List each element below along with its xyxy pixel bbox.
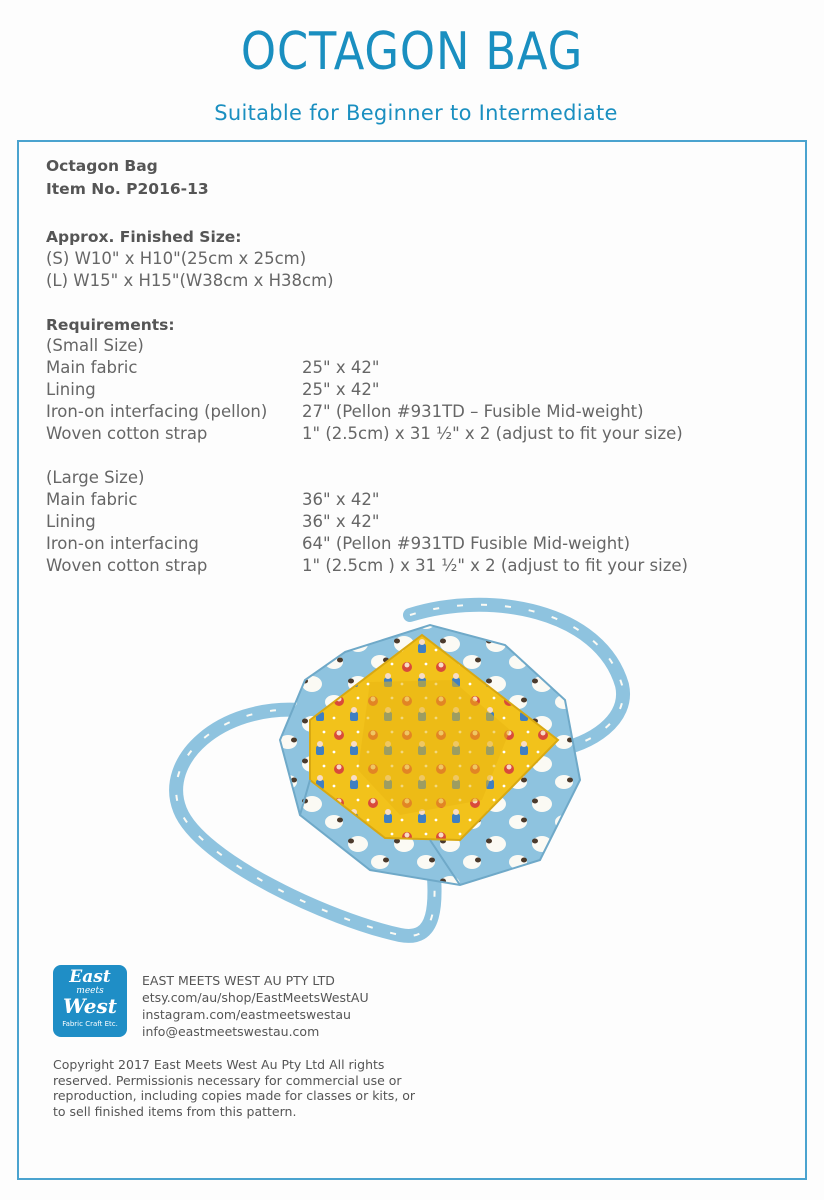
req-small-value: 1" (2.5cm) x 31 ½" x 2 (adjust to fit your size) — [302, 424, 683, 443]
logo-text-west: West — [62, 994, 118, 1018]
req-small-value: 25" x 42" — [302, 358, 380, 377]
req-small-value: 25" x 42" — [302, 380, 380, 399]
req-large-item: Iron-on interfacing — [46, 534, 199, 553]
page-subtitle: Suitable for Beginner to Intermediate — [214, 101, 618, 125]
requirements-heading: Requirements: — [46, 316, 175, 334]
finished-size-large: (L) W15" x H15"(W38cm x H38cm) — [46, 271, 334, 290]
email-link[interactable]: info@eastmeetswestau.com — [142, 1024, 320, 1039]
octagon-bag-photo — [160, 590, 640, 950]
req-large-value: 36" x 42" — [302, 512, 380, 531]
req-large-item: Lining — [46, 512, 96, 531]
req-large-item: Main fabric — [46, 490, 138, 509]
req-small-item: Main fabric — [46, 358, 138, 377]
logo-text-meets: meets — [76, 986, 104, 996]
instagram-link[interactable]: instagram.com/eastmeetswestau — [142, 1007, 351, 1022]
logo-tagline: Fabric Craft Etc. — [62, 1020, 118, 1028]
req-small-item: Woven cotton strap — [46, 424, 208, 443]
req-large-value: 1" (2.5cm ) x 31 ½" x 2 (adjust to fit your size) — [302, 556, 688, 575]
req-large-value: 64" (Pellon #931TD Fusible Mid-weight) — [302, 534, 631, 553]
etsy-link[interactable]: etsy.com/au/shop/EastMeetsWestAU — [142, 990, 369, 1005]
req-large-item: Woven cotton strap — [46, 556, 208, 575]
page-title: OCTAGON BAG — [240, 22, 584, 82]
east-meets-west-logo — [53, 965, 127, 1037]
req-small-value: 27" (Pellon #931TD – Fusible Mid-weight) — [302, 402, 644, 421]
company-name: EAST MEETS WEST AU PTY LTD — [142, 973, 335, 988]
requirements-small-label: (Small Size) — [46, 336, 144, 355]
logo-text-east: East — [69, 967, 111, 987]
finished-size-heading: Approx. Finished Size: — [46, 228, 242, 246]
req-small-item: Lining — [46, 380, 96, 399]
item-name: Octagon Bag — [46, 157, 158, 175]
copyright-notice: Copyright 2017 East Meets West Au Pty Ltd All rights reserved. Permissionis necessary for commercial use or reproduction, including copies made for classes or kits, or to sell finished items from this pattern. — [53, 1057, 416, 1119]
req-small-item: Iron-on interfacing (pellon) — [46, 402, 268, 421]
item-number: Item No. P2016-13 — [46, 180, 209, 198]
finished-size-small: (S) W10" x H10"(25cm x 25cm) — [46, 249, 307, 268]
requirements-large-label: (Large Size) — [46, 468, 145, 487]
req-large-value: 36" x 42" — [302, 490, 380, 509]
